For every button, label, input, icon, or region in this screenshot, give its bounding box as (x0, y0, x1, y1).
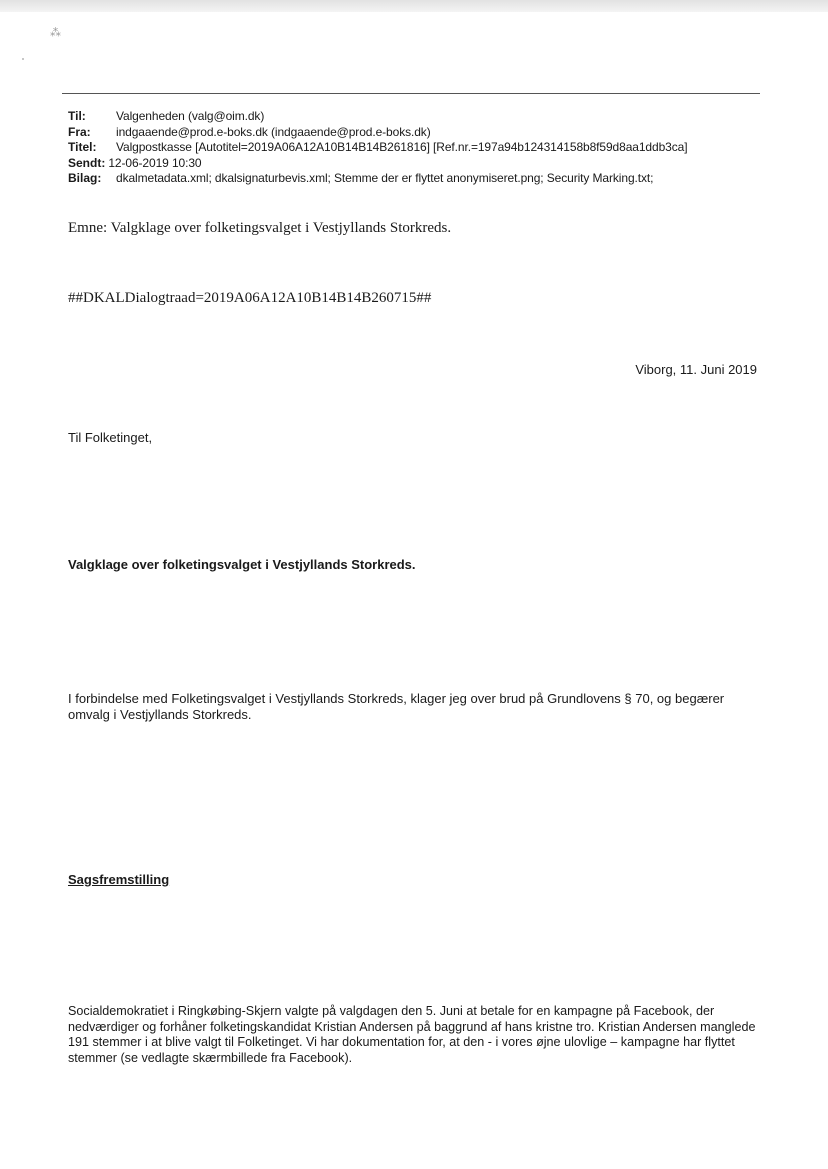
header-title-value: Valgpostkasse [Autotitel=2019A06A12A10B14B14B261816] [Ref.nr.=197a94b124314158b8f59d8aa1ddb3ca] (116, 140, 688, 154)
header-from-label: Fra: (68, 124, 91, 139)
complaint-paragraph: I forbindelse med Folketingsvalget i Vestjyllands Storkreds, klager jeg over brud på Grundlovens § 70, og begærer omvalg i Vestjyllands Storkreds. (68, 691, 725, 722)
header-attachments-label: Bilag: (68, 171, 102, 185)
header-attachments-value: dkalmetadata.xml; dkalsignaturbevis.xml; Stemme der er flyttet anonymiseret.png; Security Marking.txt; (116, 171, 654, 185)
header-title-row (68, 140, 687, 156)
letter-date: Viborg, 11. Juni 2019 (635, 362, 757, 377)
header-from-row (68, 125, 687, 141)
header-attachments-row (68, 171, 687, 187)
letter-greeting: Til Folketinget, (68, 430, 153, 445)
scan-dot (22, 58, 24, 60)
header-title-label: Titel: (68, 140, 97, 154)
header-from-value: indgaaende@prod.e-boks.dk (indgaaende@prod.e-boks.dk) (116, 124, 431, 139)
header-to-label: Til: (68, 109, 86, 123)
header-to-row (68, 109, 687, 125)
header-sent-row (68, 156, 687, 172)
header-sent-label: Sendt: (68, 155, 106, 170)
section-body: Socialdemokratiet i Ringkøbing-Skjern valgte på valgdagen den 5. Juni at betale for en kampagne på Facebook, der nedværdiger og forhåner folketingskandidat Kristian Andersen på baggrund af hans kristne tro. Kristian Andersen manglede 191 stemmer i at blive valgt til Folketinget. Vi har dokumentation for, at den - i vores øjne ulovlige – kampagne har flyttet stemmer (se vedlagte skærmbillede fra Facebook). (68, 1004, 756, 1065)
header-sent-value: 12-06-2019 10:30 (108, 155, 202, 170)
letter-heading: Valgklage over folketingsvalget i Vestjyllands Storkreds. (68, 557, 416, 572)
email-header (68, 109, 687, 187)
subject-line: Emne: Valgklage over folketingsvalget i Vestjyllands Storkreds. (68, 220, 452, 236)
dialog-thread-id: ##DKALDialogtraad=2019A06A12A10B14B14B260715## (68, 290, 432, 306)
header-divider (62, 93, 760, 94)
section-title: Sagsfremstilling (68, 872, 170, 887)
scan-speck-icon: ⁂ (50, 27, 61, 39)
scan-top-edge (0, 0, 828, 12)
header-to-value: Valgenheden (valg@oim.dk) (116, 109, 265, 123)
